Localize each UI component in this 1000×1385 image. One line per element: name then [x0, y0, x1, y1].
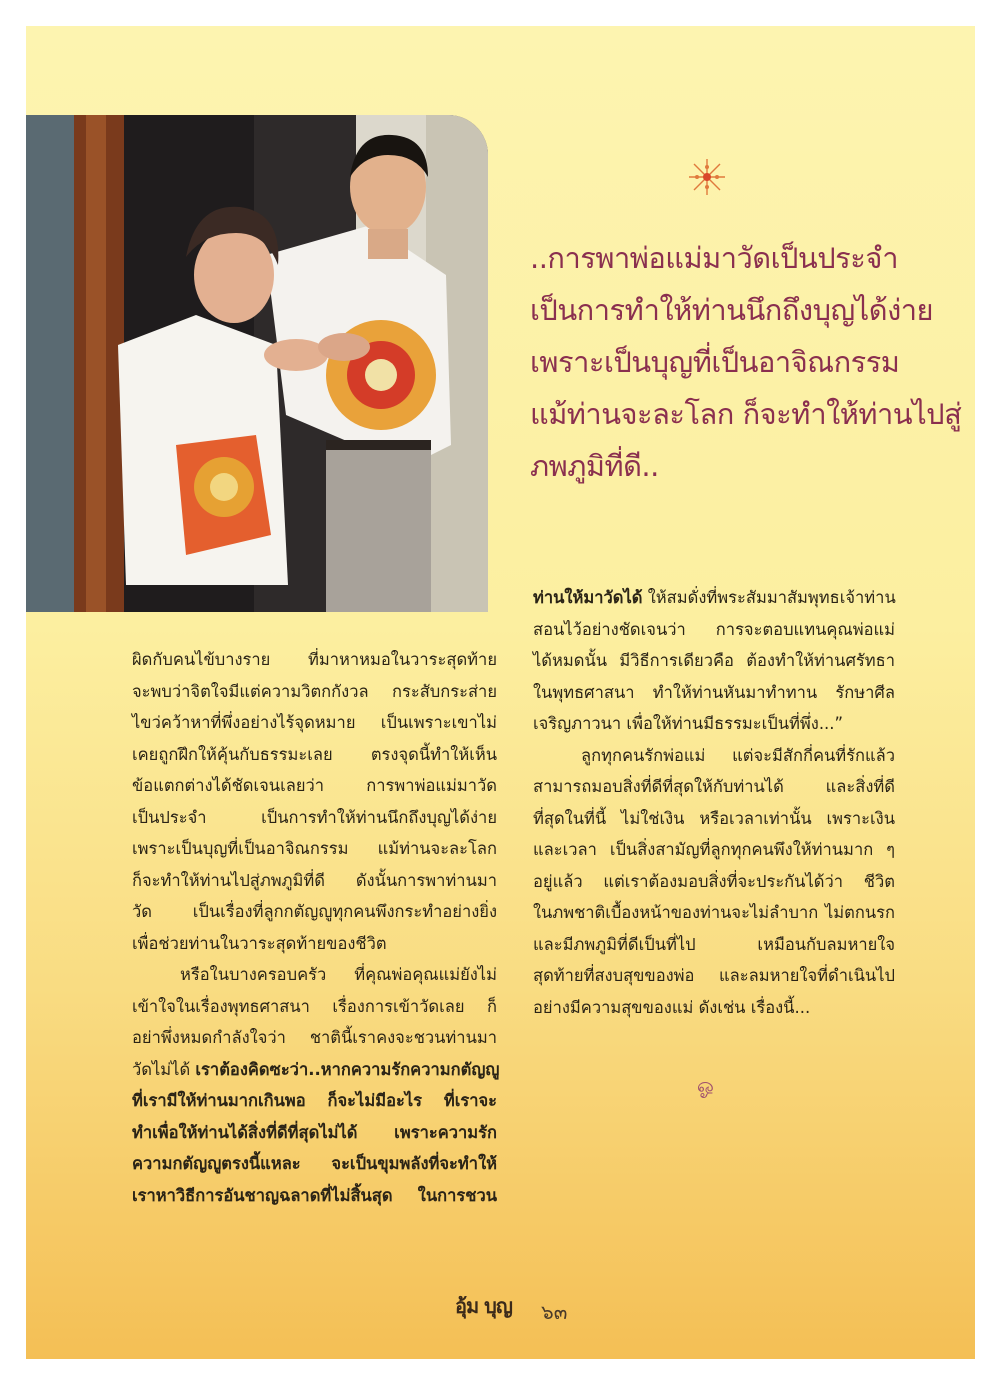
body-line: วัด เป็นเรื่องที่ลูกกตัญญูทุกคนพึงกระทำอย่างยิ่ง [132, 902, 497, 921]
body-line: อย่าพึ่งหมดกำลังใจว่า ชาตินี้เราคงจะชวนท่านมา [132, 1028, 497, 1047]
body-line: ผิดกับคนไข้บางราย ที่มาหาหมอในวาระสุดท้าย [132, 650, 497, 669]
body-line: เข้าใจในเรื่องพุทธศาสนา เรื่องการเข้าวัดเลย ก็ [132, 996, 497, 1016]
body-line-mixed [132, 1054, 500, 1086]
page-footer [455, 1290, 585, 1330]
body-line: เพราะเป็นบุญที่เป็นอาจิณกรรม แม้ท่านจะละโลก [132, 839, 497, 858]
body-line: และเวลา เป็นสิ่งสามัญที่ลูกทุกคนพึงให้ท่านมาก ๆ [533, 840, 895, 859]
body-line: จะพบว่าจิตใจมีแต่ความวิตกกังวล กระสับกระส่าย [132, 681, 497, 701]
body-line: อย่างมีความสุขของแม่ ดังเช่น เรื่องนี้... [533, 997, 811, 1017]
bold-text: เราต้องคิดซะว่า..หากความรักความกตัญญู [195, 1059, 500, 1079]
section-end-mark-icon: ஓ [697, 1073, 714, 1097]
body-line: และมีภพภูมิที่ดีเป็นที่ไป เหมือนกับลมหายใจ [533, 934, 895, 954]
body-line: สามารถมอบสิ่งที่ดีที่สุดให้กับท่านได้ และสิ่งที่ดี [533, 777, 895, 796]
body-line: ในพุทธศาสนา ทำให้ท่านหันมาทำทาน รักษาศีล [533, 682, 895, 702]
pull-quote [530, 232, 962, 492]
bold-line: ความกตัญญูตรงนี้แหละ จะเป็นขุมพลังที่จะทำให้ [132, 1154, 497, 1173]
body-line: เจริญภาวนา เพื่อให้ท่านมีธรรมะเป็นที่พึ่ง...” [533, 714, 844, 733]
bold-line: ที่เรามีให้ท่านมากเกินพอ ก็จะไม่มีอะไร ที่เราจะ [132, 1091, 497, 1110]
plain-text: วัดไม่ได้ [132, 1059, 196, 1079]
body-line: อยู่แล้ว แต่เราต้องมอบสิ่งที่จะประกันได้ว่า ชีวิต [533, 871, 895, 891]
quote-line: เพราะเป็นบุญที่เป็นอาจิณกรรม [530, 345, 900, 379]
quote-line: เป็นการทำให้ท่านนึกถึงบุญได้ง่าย [530, 293, 934, 327]
body-line: ก็จะทำให้ท่านไปสู่ภพภูมิที่ดี ดังนั้นการพาท่านมา [132, 870, 497, 890]
quote-line: ..การพาพ่อแม่มาวัดเป็นประจำ [530, 241, 899, 275]
plain-text: ให้สมดั่งที่พระสัมมาสัมพุทธเจ้าท่าน [642, 588, 896, 607]
bold-line: ทำเพื่อให้ท่านได้สิ่งที่ดีที่สุดไม่ได้ เพราะความรัก [132, 1122, 497, 1142]
body-line: เคยถูกฝึกให้คุ้นกับธรรมะเลย ตรงจุดนี้ทำให้เห็น [132, 744, 497, 764]
body-line: ไขว่คว้าหาที่พึ่งอย่างไร้จุดหมาย เป็นเพราะเขาไม่ [132, 713, 497, 732]
body-line-mixed [533, 582, 895, 614]
right-text-column [533, 582, 895, 1023]
photo-mother-and-son [26, 115, 488, 612]
body-line: หรือในบางครอบครัว ที่คุณพ่อคุณแม่ยังไม่ [180, 965, 497, 984]
left-text-column [132, 644, 500, 1211]
body-line: ในภพชาติเบื้องหน้าของท่านจะไม่ลำบาก ไม่ตกนรก [533, 903, 895, 922]
body-line: ข้อแตกต่างได้ชัดเจนเลยว่า การพาพ่อแม่มาวัด [132, 776, 497, 795]
body-line: สุดท้ายที่สงบสุขของพ่อ และลมหายใจที่ดำเนินไป [533, 966, 895, 985]
body-line: สอนไว้อย่างชัดเจนว่า การจะตอบแทนคุณพ่อแม่ [533, 619, 895, 639]
bold-line: เราหาวิธีการอันชาญฉลาดที่ไม่สิ้นสุด ในการชวน [132, 1185, 497, 1205]
body-line: เป็นประจำ เป็นการทำให้ท่านนึกถึงบุญได้ง่าย [132, 807, 497, 827]
page-number: ๖๓ [541, 1300, 568, 1324]
quote-line: แม้ท่านจะละโลก ก็จะทำให้ท่านไปสู่ [530, 397, 962, 431]
flower-ornament-icon [687, 157, 727, 197]
quote-line: ภพภูมิที่ดี.. [530, 449, 659, 483]
body-line: เพื่อช่วยท่านในวาระสุดท้ายของชีวิต [132, 933, 387, 953]
body-line: ที่สุดในที่นี้ ไม่ใช่เงิน หรือเวลาเท่านั้น เพราะเงิน [533, 808, 895, 828]
body-line: ลูกทุกคนรักพ่อแม่ แต่จะมีสักกี่คนที่รักแล้ว [581, 745, 895, 765]
magazine-logo: อุ้ม บุญ [455, 1294, 512, 1318]
bold-text: ท่านให้มาวัดได้ [533, 588, 643, 607]
body-line: ได้หมดนั้น มีวิธีการเดียวคือ ต้องทำให้ท่านศรัทธา [533, 651, 895, 670]
